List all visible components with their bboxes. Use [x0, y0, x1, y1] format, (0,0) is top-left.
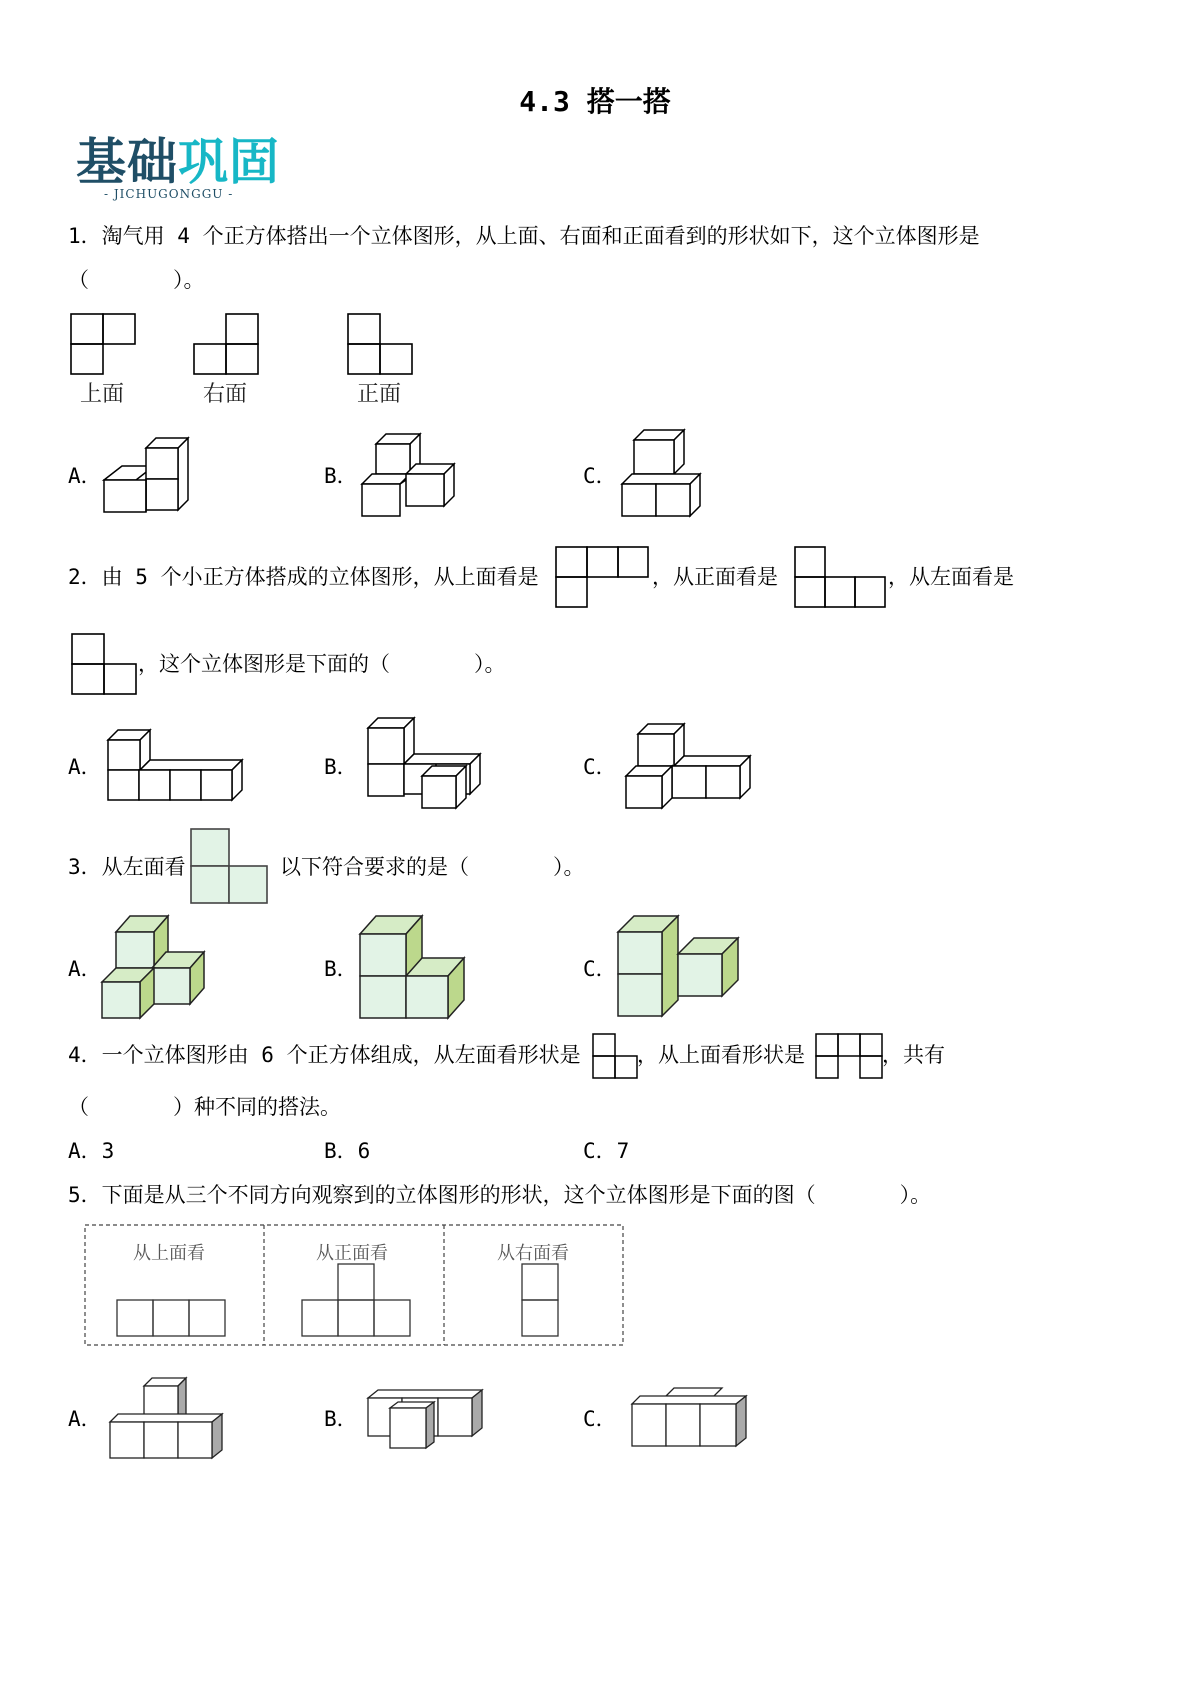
q5-view-label-right: 从右面看 [497, 1243, 569, 1264]
q2-option-b-figure[interactable] [364, 716, 488, 810]
q5-view-label-front: 从正面看 [316, 1243, 388, 1264]
q3-option-a-label[interactable]: A． [68, 957, 102, 981]
q1-view-label-right: 右面 [203, 382, 248, 407]
q5-option-a-label[interactable]: A． [68, 1407, 102, 1431]
q2-text-part2: ，从正面看是 [652, 565, 778, 589]
section-logo [76, 133, 280, 201]
q4-text-line2: （ ）种不同的搭法。 [68, 1095, 341, 1119]
q3-text-part1: 3．从左面看 [68, 855, 186, 879]
q5-view-label-top: 从上面看 [133, 1243, 205, 1264]
q1-view-label-top: 上面 [80, 382, 125, 407]
q2-inline-view-top [555, 546, 649, 608]
q2-text-part1: 2．由 5 个小正方体搭成的立体图形，从上面看是 [68, 565, 539, 589]
q2-option-c-figure[interactable] [622, 722, 754, 812]
q3-option-c-label[interactable]: C． [583, 957, 617, 981]
q1-text-line2: （ ）。 [68, 268, 205, 292]
q4-text-part1: 4．一个立体图形由 6 个正方体组成，从左面看形状是 [68, 1043, 581, 1067]
q1-view-top [70, 313, 136, 375]
q4-option-b[interactable]: B．6 [324, 1139, 371, 1163]
q5-option-a-figure[interactable] [108, 1374, 226, 1460]
q1-option-a-label[interactable]: A． [68, 464, 102, 488]
q3-inline-view-left [190, 828, 268, 904]
q1-option-c-figure[interactable] [618, 428, 708, 518]
q2-option-a-figure[interactable] [104, 728, 244, 802]
q1-view-right [193, 313, 259, 375]
q4-inline-view-top [815, 1033, 883, 1079]
q5-option-c-figure[interactable] [630, 1386, 748, 1452]
q4-text-part3: ，共有 [882, 1043, 945, 1067]
q2-option-a-label[interactable]: A． [68, 755, 102, 779]
q5-text-line1: 5．下面是从三个不同方向观察到的立体图形的形状，这个立体图形是下面的图（ ）。 [68, 1183, 932, 1207]
logo-text-dark: 基础 [76, 133, 178, 191]
q5-option-b-figure[interactable] [366, 1388, 484, 1452]
q5-option-b-label[interactable]: B． [324, 1407, 358, 1431]
page-title: 4.3 搭一搭 [519, 85, 671, 118]
q4-inline-view-left [592, 1033, 638, 1079]
q3-option-a-figure[interactable] [100, 912, 208, 1022]
q1-option-b-figure[interactable] [358, 432, 462, 520]
q1-view-front [347, 313, 413, 375]
logo-text-teal: 巩固 [178, 133, 280, 191]
q1-option-c-label[interactable]: C． [583, 464, 617, 488]
q1-option-a-figure[interactable] [100, 432, 200, 518]
q2-option-b-label[interactable]: B． [324, 755, 358, 779]
q4-text-part2: ，从上面看形状是 [637, 1043, 805, 1067]
q2-inline-view-left [71, 633, 137, 695]
q1-view-label-front: 正面 [357, 382, 402, 407]
q3-option-b-label[interactable]: B． [324, 957, 358, 981]
q3-text-part2: 以下符合要求的是（ ）。 [280, 855, 585, 879]
q3-option-b-figure[interactable] [358, 912, 468, 1022]
logo-subtitle: - JICHUGONGGU - [104, 187, 234, 201]
q2-option-c-label[interactable]: C． [583, 755, 617, 779]
q2-text-part4: ，这个立体图形是下面的（ ）。 [138, 652, 506, 676]
q4-option-c[interactable]: C．7 [583, 1139, 630, 1163]
q1-text-line1: 1．淘气用 4 个正方体搭出一个立体图形，从上面、右面和正面看到的形状如下，这个立体图形是 [68, 224, 980, 248]
q2-text-part3: ，从左面看是 [888, 565, 1014, 589]
q1-option-b-label[interactable]: B． [324, 464, 358, 488]
q5-option-c-label[interactable]: C． [583, 1407, 617, 1431]
q3-option-c-figure[interactable] [616, 912, 742, 1022]
q2-inline-view-front [794, 546, 886, 608]
q4-option-a[interactable]: A．3 [68, 1139, 115, 1163]
